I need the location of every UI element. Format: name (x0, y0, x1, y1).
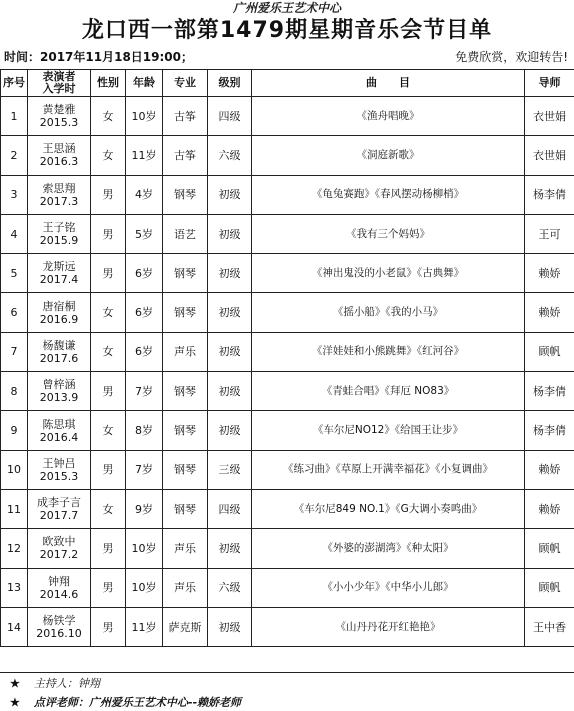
performer-cell (28, 568, 91, 607)
teacher-cell: 衣世娟 (525, 136, 574, 175)
col-header-sex: 性别 (91, 70, 126, 97)
table-row (1, 372, 574, 411)
age-cell: 6岁 (126, 332, 163, 371)
level-cell: 初级 (208, 411, 252, 450)
performer-name: 索思翔 (42, 181, 76, 195)
level-cell: 四级 (208, 489, 252, 528)
enrollment-date: 2014.6 (39, 587, 79, 601)
col-header-age: 年龄 (126, 70, 163, 97)
teacher-cell: 王可 (525, 214, 574, 253)
major-cell: 钢琴 (163, 450, 208, 489)
teacher-cell: 杨李倩 (525, 175, 574, 214)
level-cell: 初级 (208, 332, 252, 371)
table-row (1, 489, 574, 528)
level-cell: 初级 (208, 529, 252, 568)
major-cell: 钢琴 (163, 175, 208, 214)
performer-name: 杨馥谦 (42, 338, 76, 352)
table-row (1, 175, 574, 214)
major-cell: 萨克斯 (163, 607, 208, 646)
performer-cell (28, 607, 91, 646)
performer-name: 唐宿桐 (42, 299, 76, 313)
performer-cell (28, 136, 91, 175)
table-row (1, 97, 574, 136)
footer-divider (0, 672, 574, 673)
major-cell: 古筝 (163, 136, 208, 175)
sex-cell: 男 (91, 175, 126, 214)
age-cell: 6岁 (126, 254, 163, 293)
performer-name: 陈思琪 (42, 417, 76, 431)
level-cell: 六级 (208, 568, 252, 607)
enrollment-date: 2016.9 (39, 312, 79, 326)
sex-cell: 男 (91, 568, 126, 607)
enrollment-date: 2013.9 (39, 391, 79, 405)
performer-cell (28, 332, 91, 371)
enrollment-date: 2015.3 (39, 469, 79, 483)
major-cell: 声乐 (163, 332, 208, 371)
star-icon: ★ (10, 677, 20, 690)
pieces-cell: 《外婆的澎湖湾》《种太阳》 (252, 529, 525, 568)
major-cell: 古筝 (163, 97, 208, 136)
sex-cell: 女 (91, 293, 126, 332)
table-row (1, 529, 574, 568)
col-header-major: 专业 (163, 70, 208, 97)
sex-cell: 女 (91, 332, 126, 371)
pieces-cell: 《山丹丹花开红艳艳》 (252, 607, 525, 646)
sex-cell: 男 (91, 607, 126, 646)
performer-name: 王思涵 (42, 142, 76, 156)
performer-name: 龙斯远 (42, 260, 76, 274)
age-cell: 7岁 (126, 372, 163, 411)
age-cell: 10岁 (126, 568, 163, 607)
page-title: 龙口西一部第1479期星期音乐会节目单 (81, 18, 493, 43)
sex-cell: 男 (91, 529, 126, 568)
level-cell: 六级 (208, 136, 252, 175)
pieces-cell: 《练习曲》《草原上开满幸福花》《小复调曲》 (252, 450, 525, 489)
teacher-cell: 顾帆 (525, 529, 574, 568)
major-cell: 声乐 (163, 529, 208, 568)
major-cell: 钢琴 (163, 489, 208, 528)
table-row (1, 568, 574, 607)
row-number: 4 (1, 214, 28, 253)
sex-cell: 女 (91, 489, 126, 528)
host-text: 主持人：钟翔 (33, 677, 100, 690)
enrollment-date: 2015.9 (39, 234, 79, 248)
sex-cell: 男 (91, 450, 126, 489)
performer-cell (28, 411, 91, 450)
pieces-cell: 《洋娃娃和小熊跳舞》《红河谷》 (252, 332, 525, 371)
major-cell: 钢琴 (163, 254, 208, 293)
sex-cell: 女 (91, 411, 126, 450)
pieces-cell: 《青蛙合唱》《拜厄 NO83》 (252, 372, 525, 411)
major-cell: 钢琴 (163, 293, 208, 332)
table-row (1, 332, 574, 371)
performer-name: 曾梓涵 (42, 378, 76, 392)
level-cell: 四级 (208, 97, 252, 136)
table-row (1, 293, 574, 332)
col-header-level: 级别 (208, 70, 252, 97)
performer-cell (28, 175, 91, 214)
age-cell: 11岁 (126, 136, 163, 175)
row-number: 12 (1, 529, 28, 568)
performer-cell (28, 293, 91, 332)
performer-cell (28, 450, 91, 489)
row-number: 11 (1, 489, 28, 528)
table-row (1, 214, 574, 253)
row-number: 2 (1, 136, 28, 175)
enrollment-date: 2015.3 (39, 116, 79, 130)
row-number: 3 (1, 175, 28, 214)
level-cell: 初级 (208, 254, 252, 293)
level-cell: 初级 (208, 607, 252, 646)
performer-name: 王钟吕 (42, 456, 76, 470)
event-time: 时间：2017年11月18日19:00； (4, 50, 193, 64)
row-number: 7 (1, 332, 28, 371)
organization-name: 广州爱乐王艺术中心 (232, 1, 341, 15)
pieces-cell: 《渔舟唱晚》 (252, 97, 525, 136)
col-header-teacher: 导师 (525, 70, 574, 97)
level-cell: 初级 (208, 372, 252, 411)
table-row (1, 607, 574, 646)
performer-cell (28, 214, 91, 253)
table-header-row (1, 70, 574, 97)
table-row (1, 136, 574, 175)
age-cell: 8岁 (126, 411, 163, 450)
star-icon: ★ (10, 696, 20, 709)
row-number: 13 (1, 568, 28, 607)
row-number: 1 (1, 97, 28, 136)
program-rows (1, 97, 574, 647)
age-cell: 9岁 (126, 489, 163, 528)
performer-name: 杨铁学 (42, 614, 76, 627)
age-cell: 10岁 (126, 97, 163, 136)
level-cell: 初级 (208, 214, 252, 253)
enrollment-date: 2016.10 (36, 627, 82, 640)
pieces-cell: 《摇小船》《我的小马》 (252, 293, 525, 332)
teacher-cell: 赖娇 (525, 489, 574, 528)
level-cell: 初级 (208, 293, 252, 332)
major-cell: 语艺 (163, 214, 208, 253)
enrollment-date: 2017.3 (39, 194, 79, 208)
reviewer-text: 点评老师：广州爱乐王艺术中心--赖娇老师 (33, 696, 242, 709)
performer-name: 欧致中 (42, 535, 76, 549)
performer-name: 黄楚雅 (42, 103, 76, 117)
enrollment-date: 2017.4 (39, 273, 79, 287)
reviewer-line (10, 695, 241, 710)
pieces-cell: 《神出鬼没的小老鼠》《古典舞》 (252, 254, 525, 293)
sex-cell: 女 (91, 97, 126, 136)
level-cell: 三级 (208, 450, 252, 489)
row-number: 10 (1, 450, 28, 489)
enrollment-date: 2017.2 (39, 548, 79, 562)
performer-name: 成李子言 (37, 496, 81, 510)
host-line (10, 676, 100, 691)
level-cell: 初级 (208, 175, 252, 214)
enrollment-date: 2016.3 (39, 155, 79, 169)
teacher-cell: 顾帆 (525, 332, 574, 371)
pieces-cell: 《车尔尼849 NO.1》《G大调小奏鸣曲》 (252, 489, 525, 528)
age-cell: 7岁 (126, 450, 163, 489)
pieces-cell: 《龟兔赛跑》《春风摆动杨柳梢》 (252, 175, 525, 214)
col-header-no: 序号 (1, 70, 28, 97)
table-row (1, 411, 574, 450)
table-row (1, 254, 574, 293)
sex-cell: 女 (91, 136, 126, 175)
col-header-pieces: 曲 目 (252, 70, 525, 97)
table-row (1, 450, 574, 489)
performer-cell (28, 372, 91, 411)
row-number: 9 (1, 411, 28, 450)
teacher-cell: 赖娇 (525, 254, 574, 293)
performer-cell (28, 529, 91, 568)
teacher-cell: 赖娇 (525, 293, 574, 332)
row-number: 6 (1, 293, 28, 332)
teacher-cell: 王中香 (525, 607, 574, 646)
performer-name: 钟翔 (48, 574, 70, 588)
performer-name: 王子铭 (42, 221, 76, 235)
age-cell: 5岁 (126, 214, 163, 253)
pieces-cell: 《车尔尼NO12》《给国王让步》 (252, 411, 525, 450)
major-cell: 钢琴 (163, 372, 208, 411)
sex-cell: 男 (91, 254, 126, 293)
row-number: 8 (1, 372, 28, 411)
program-table (0, 69, 574, 647)
major-cell: 声乐 (163, 568, 208, 607)
col-header-performer: 表演者 入学时 (28, 70, 91, 97)
sex-cell: 男 (91, 372, 126, 411)
age-cell: 11岁 (126, 607, 163, 646)
performer-cell (28, 97, 91, 136)
performer-cell (28, 254, 91, 293)
enrollment-date: 2017.7 (39, 509, 79, 523)
row-number: 14 (1, 607, 28, 646)
age-cell: 6岁 (126, 293, 163, 332)
enrollment-date: 2016.4 (39, 430, 79, 444)
pieces-cell: 《洞庭新歌》 (252, 136, 525, 175)
teacher-cell: 杨李倩 (525, 372, 574, 411)
free-admission-notice: 免费欣赏，欢迎转告! (455, 50, 568, 64)
age-cell: 10岁 (126, 529, 163, 568)
teacher-cell: 顾帆 (525, 568, 574, 607)
age-cell: 4岁 (126, 175, 163, 214)
performer-cell (28, 489, 91, 528)
sex-cell: 男 (91, 214, 126, 253)
enrollment-date: 2017.6 (39, 351, 79, 365)
pieces-cell: 《小小少年》《中华小儿郎》 (252, 568, 525, 607)
teacher-cell: 衣世娟 (525, 97, 574, 136)
teacher-cell: 赖娇 (525, 450, 574, 489)
teacher-cell: 杨李倩 (525, 411, 574, 450)
row-number: 5 (1, 254, 28, 293)
pieces-cell: 《我有三个妈妈》 (252, 214, 525, 253)
major-cell: 钢琴 (163, 411, 208, 450)
